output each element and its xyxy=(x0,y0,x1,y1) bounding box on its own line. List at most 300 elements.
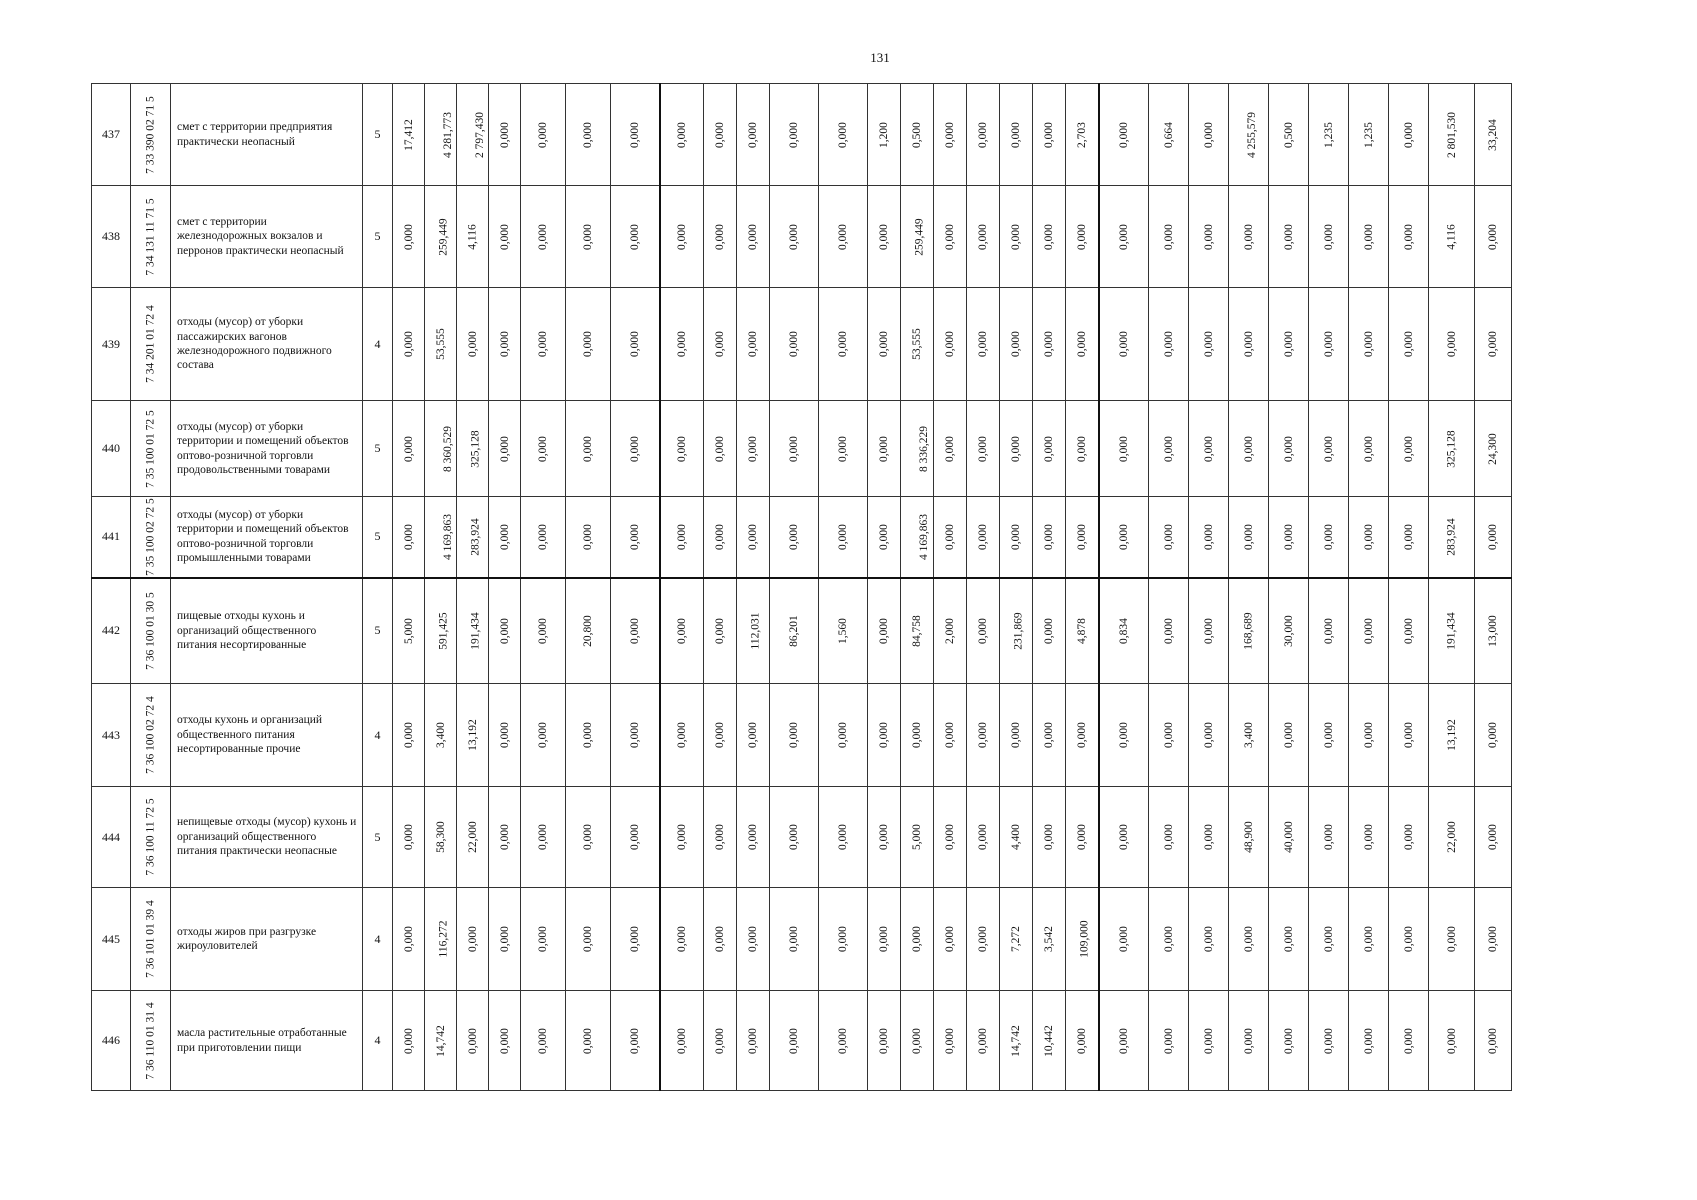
row-number: 439 xyxy=(92,288,131,401)
value-cell: 33,204 xyxy=(1487,118,1499,151)
value-cell: 0,000 xyxy=(1202,617,1215,644)
value-cell: 0,000 xyxy=(788,435,800,462)
waste-register-table xyxy=(91,83,1602,1091)
value-cell: 325,128 xyxy=(1445,429,1458,468)
value-cell: 0,000 xyxy=(1162,926,1175,952)
value-cell: 4,116 xyxy=(466,223,479,250)
value-cell: 0,000 xyxy=(402,435,415,462)
value-cell: 14,742 xyxy=(1010,1024,1022,1057)
value-cell: 0,000 xyxy=(1362,523,1375,550)
row-number: 441 xyxy=(92,497,131,578)
table-row xyxy=(92,401,1602,497)
waste-name: отходы (мусор) от уборки пассажирских вагонов железнодорожного подвижного состава xyxy=(171,288,363,401)
value-cell: 4,116 xyxy=(1445,223,1458,250)
value-cell: 0,000 xyxy=(714,722,726,748)
row-number: 444 xyxy=(92,787,131,888)
value-cell: 0,000 xyxy=(1010,121,1022,148)
value-cell: 0,000 xyxy=(944,223,956,250)
value-cell: 0,000 xyxy=(911,722,923,748)
value-cell: 0,000 xyxy=(911,1027,923,1054)
value-cell: 0,000 xyxy=(977,523,989,550)
value-cell: 0,000 xyxy=(466,1027,479,1054)
value-cell: 1,560 xyxy=(837,617,849,644)
value-cell: 0,000 xyxy=(1043,523,1055,550)
value-cell: 0,000 xyxy=(747,1027,759,1054)
value-cell: 0,000 xyxy=(1487,1027,1499,1054)
value-cell: 0,000 xyxy=(1282,722,1295,748)
value-cell: 0,000 xyxy=(582,722,594,748)
value-cell: 0,000 xyxy=(1487,223,1499,250)
value-cell: 116,272 xyxy=(437,920,450,958)
hazard-class: 5 xyxy=(363,401,393,497)
value-cell: 0,000 xyxy=(714,435,726,462)
value-cell: 0,000 xyxy=(977,435,989,462)
value-cell: 0,000 xyxy=(1487,331,1499,357)
value-cell: 0,000 xyxy=(1117,1027,1130,1054)
value-cell: 0,000 xyxy=(582,824,594,850)
value-cell: 4 169,863 xyxy=(918,513,930,560)
value-cell: 0,000 xyxy=(628,121,641,148)
value-cell: 0,000 xyxy=(1202,1027,1215,1054)
value-cell: 0,000 xyxy=(977,722,989,748)
value-cell: 0,000 xyxy=(878,331,890,357)
value-cell: 0,000 xyxy=(1075,824,1088,850)
value-cell: 4,878 xyxy=(1075,617,1088,644)
value-cell: 20,800 xyxy=(582,614,594,647)
value-cell: 0,000 xyxy=(628,617,641,644)
value-cell: 0,000 xyxy=(1362,617,1375,644)
value-cell: 0,000 xyxy=(537,617,549,644)
hazard-class: 4 xyxy=(363,888,393,991)
value-cell: 0,000 xyxy=(1075,435,1088,462)
value-cell: 0,000 xyxy=(714,331,726,357)
value-cell: 0,000 xyxy=(944,926,956,952)
hazard-class: 5 xyxy=(363,84,393,186)
value-cell: 0,000 xyxy=(1402,722,1415,748)
value-cell: 53,555 xyxy=(911,328,923,360)
value-cell: 30,000 xyxy=(1282,614,1295,647)
value-cell: 0,664 xyxy=(1162,121,1175,148)
table-row xyxy=(92,684,1602,787)
value-cell: 0,000 xyxy=(675,824,688,850)
value-cell: 0,000 xyxy=(1487,824,1499,850)
hazard-class: 4 xyxy=(363,288,393,401)
value-cell: 0,000 xyxy=(582,331,594,357)
value-cell: 2 801,530 xyxy=(1446,111,1458,158)
value-cell: 0,000 xyxy=(1362,223,1375,250)
value-cell: 0,000 xyxy=(788,331,800,357)
value-cell: 0,000 xyxy=(837,722,849,748)
value-cell: 0,000 xyxy=(1322,1027,1335,1054)
value-cell: 0,000 xyxy=(747,121,759,148)
value-cell: 0,000 xyxy=(628,223,641,250)
value-cell: 0,000 xyxy=(1043,824,1055,850)
table-row xyxy=(92,578,1602,684)
value-cell: 0,000 xyxy=(878,824,890,850)
value-cell: 0,000 xyxy=(1117,121,1130,148)
value-cell: 0,000 xyxy=(1162,435,1175,462)
value-cell: 0,000 xyxy=(747,926,759,952)
value-cell: 0,000 xyxy=(1322,617,1335,644)
value-cell: 0,000 xyxy=(498,617,511,644)
value-cell: 0,000 xyxy=(402,223,415,250)
value-cell: 0,000 xyxy=(498,926,511,952)
value-cell: 0,000 xyxy=(628,1027,641,1054)
value-cell: 0,000 xyxy=(1010,331,1022,357)
value-cell: 0,000 xyxy=(1202,331,1215,357)
value-cell: 0,000 xyxy=(1202,223,1215,250)
value-cell: 0,000 xyxy=(582,523,594,550)
value-cell: 0,000 xyxy=(714,617,726,644)
value-cell: 0,000 xyxy=(1445,926,1458,952)
value-cell: 109,000 xyxy=(1078,920,1091,958)
value-cell: 0,000 xyxy=(837,121,849,148)
value-cell: 0,000 xyxy=(537,121,549,148)
value-cell: 8 360,529 xyxy=(442,425,454,472)
value-cell: 0,000 xyxy=(498,223,511,250)
value-cell: 2 797,430 xyxy=(474,111,486,158)
value-cell: 0,000 xyxy=(1242,331,1255,357)
waste-code: 7 36 110 01 31 4 xyxy=(143,1001,156,1080)
value-cell: 0,000 xyxy=(1362,1027,1375,1054)
value-cell: 0,000 xyxy=(1202,121,1215,148)
hazard-class: 4 xyxy=(363,991,393,1091)
value-cell: 22,000 xyxy=(1445,821,1458,853)
value-cell: 0,000 xyxy=(1043,223,1055,250)
value-cell: 0,000 xyxy=(402,331,415,357)
value-cell: 0,000 xyxy=(944,331,956,357)
value-cell: 0,000 xyxy=(977,1027,989,1054)
value-cell: 0,000 xyxy=(714,121,726,148)
value-cell: 0,000 xyxy=(837,523,849,550)
value-cell: 0,000 xyxy=(1162,617,1175,644)
value-cell: 0,000 xyxy=(878,1027,890,1054)
value-cell: 0,000 xyxy=(1282,1027,1295,1054)
value-cell: 0,000 xyxy=(537,722,549,748)
value-cell: 0,000 xyxy=(1402,617,1415,644)
value-cell: 0,000 xyxy=(1362,824,1375,850)
value-cell: 48,900 xyxy=(1242,821,1255,853)
value-cell: 0,000 xyxy=(466,331,479,357)
value-cell: 0,000 xyxy=(537,824,549,850)
table-row xyxy=(92,186,1602,288)
value-cell: 0,000 xyxy=(1242,523,1255,550)
value-cell: 0,000 xyxy=(714,1027,726,1054)
value-cell: 0,000 xyxy=(1282,331,1295,357)
hazard-class: 5 xyxy=(363,787,393,888)
value-cell: 0,000 xyxy=(1322,722,1335,748)
value-cell: 22,000 xyxy=(466,821,479,853)
table-row xyxy=(92,787,1602,888)
value-cell: 0,000 xyxy=(788,1027,800,1054)
value-cell: 0,000 xyxy=(747,223,759,250)
value-cell: 0,000 xyxy=(944,121,956,148)
value-cell: 0,000 xyxy=(1117,223,1130,250)
value-cell: 0,000 xyxy=(582,121,594,148)
waste-name: непищевые отходы (мусор) кухонь и организаций общественного питания практически неопасные xyxy=(171,787,363,888)
value-cell: 84,758 xyxy=(911,614,923,647)
value-cell: 0,000 xyxy=(878,435,890,462)
value-cell: 0,000 xyxy=(1010,223,1022,250)
value-cell: 0,000 xyxy=(675,722,688,748)
value-cell: 0,000 xyxy=(714,223,726,250)
value-cell: 0,000 xyxy=(537,523,549,550)
value-cell: 0,000 xyxy=(537,435,549,462)
value-cell: 0,000 xyxy=(1117,523,1130,550)
value-cell: 0,000 xyxy=(675,331,688,357)
hazard-class: 5 xyxy=(363,497,393,578)
value-cell: 3,542 xyxy=(1043,926,1055,952)
value-cell: 0,000 xyxy=(582,926,594,952)
value-cell: 0,000 xyxy=(944,435,956,462)
value-cell: 283,924 xyxy=(469,518,482,556)
value-cell: 0,000 xyxy=(1282,435,1295,462)
value-cell: 0,000 xyxy=(1043,617,1055,644)
value-cell: 0,000 xyxy=(1162,523,1175,550)
value-cell: 591,425 xyxy=(437,612,450,650)
value-cell: 0,500 xyxy=(1282,121,1295,148)
value-cell: 7,272 xyxy=(1010,926,1022,952)
waste-code: 7 36 101 01 39 4 xyxy=(143,900,156,978)
value-cell: 0,000 xyxy=(788,926,800,952)
row-number: 437 xyxy=(92,84,131,186)
value-cell: 0,000 xyxy=(582,1027,594,1054)
value-cell: 0,000 xyxy=(944,1027,956,1054)
value-cell: 24,300 xyxy=(1487,432,1499,465)
value-cell: 0,000 xyxy=(1282,223,1295,250)
value-cell: 0,000 xyxy=(1322,223,1335,250)
value-cell: 0,000 xyxy=(977,331,989,357)
value-cell: 0,000 xyxy=(1075,331,1088,357)
hazard-class: 5 xyxy=(363,186,393,288)
value-cell: 17,412 xyxy=(402,118,415,151)
value-cell: 4,400 xyxy=(1010,824,1022,850)
value-cell: 0,000 xyxy=(788,121,800,148)
value-cell: 0,000 xyxy=(1402,926,1415,952)
value-cell: 3,400 xyxy=(1242,722,1255,748)
value-cell: 0,000 xyxy=(977,223,989,250)
value-cell: 0,000 xyxy=(1322,523,1335,550)
value-cell: 0,000 xyxy=(878,722,890,748)
waste-code: 7 34 201 01 72 4 xyxy=(143,305,156,383)
value-cell: 0,000 xyxy=(1202,926,1215,952)
waste-code: 7 36 100 11 72 5 xyxy=(143,798,156,876)
value-cell: 0,000 xyxy=(1202,523,1215,550)
table-row xyxy=(92,888,1602,991)
value-cell: 0,000 xyxy=(498,435,511,462)
value-cell: 0,000 xyxy=(628,435,641,462)
row-number: 442 xyxy=(92,578,131,684)
value-cell: 0,000 xyxy=(1362,926,1375,952)
value-cell: 0,000 xyxy=(1162,1027,1175,1054)
waste-code: 7 34 131 11 71 5 xyxy=(143,197,156,276)
value-cell: 8 336,229 xyxy=(918,425,930,472)
value-cell: 0,000 xyxy=(977,824,989,850)
waste-name: отходы (мусор) от уборки территории и помещений объектов оптово-розничной торговли промышленными товарами xyxy=(171,497,363,578)
value-cell: 5,000 xyxy=(402,617,415,644)
value-cell: 0,000 xyxy=(878,617,890,644)
value-cell: 0,000 xyxy=(498,824,511,850)
hazard-class: 4 xyxy=(363,684,393,787)
value-cell: 0,000 xyxy=(1117,722,1130,748)
value-cell: 0,000 xyxy=(944,523,956,550)
value-cell: 0,000 xyxy=(498,121,511,148)
value-cell: 1,200 xyxy=(878,121,890,148)
value-cell: 0,000 xyxy=(402,1027,415,1054)
value-cell: 0,000 xyxy=(977,926,989,952)
value-cell: 86,201 xyxy=(788,614,800,647)
value-cell: 0,000 xyxy=(628,926,641,952)
waste-name: пищевые отходы кухонь и организаций общественного питания несортированные xyxy=(171,578,363,684)
value-cell: 0,834 xyxy=(1117,617,1130,644)
page-number: 131 xyxy=(870,50,890,65)
value-cell: 231,869 xyxy=(1012,612,1025,650)
value-cell: 0,000 xyxy=(1362,722,1375,748)
value-cell: 0,000 xyxy=(1402,824,1415,850)
value-cell: 0,000 xyxy=(837,435,849,462)
value-cell: 0,000 xyxy=(1242,223,1255,250)
value-cell: 0,000 xyxy=(878,926,890,952)
value-cell: 0,000 xyxy=(788,223,800,250)
value-cell: 0,000 xyxy=(911,926,923,952)
value-cell: 0,000 xyxy=(1242,435,1255,462)
value-cell: 0,000 xyxy=(1445,1027,1458,1054)
value-cell: 4 169,863 xyxy=(442,513,454,560)
value-cell: 0,000 xyxy=(837,331,849,357)
value-cell: 0,000 xyxy=(1043,722,1055,748)
value-cell: 0,000 xyxy=(837,926,849,952)
value-cell: 0,000 xyxy=(944,824,956,850)
value-cell: 0,000 xyxy=(1487,722,1499,748)
value-cell: 0,000 xyxy=(1282,926,1295,952)
value-cell: 0,000 xyxy=(1445,331,1458,357)
waste-name: смет с территории предприятия практически неопасный xyxy=(171,84,363,186)
row-number: 438 xyxy=(92,186,131,288)
value-cell: 0,000 xyxy=(498,1027,511,1054)
value-cell: 168,689 xyxy=(1242,612,1255,650)
value-cell: 0,000 xyxy=(1043,121,1055,148)
value-cell: 1,235 xyxy=(1322,121,1335,148)
value-cell: 0,000 xyxy=(1010,435,1022,462)
value-cell: 0,000 xyxy=(747,523,759,550)
value-cell: 0,000 xyxy=(1162,331,1175,357)
value-cell: 0,000 xyxy=(1010,722,1022,748)
value-cell: 0,000 xyxy=(1043,331,1055,357)
value-cell: 5,000 xyxy=(911,824,923,850)
value-cell: 259,449 xyxy=(913,217,926,256)
row-number: 445 xyxy=(92,888,131,991)
value-cell: 0,000 xyxy=(1075,223,1088,250)
value-cell: 0,000 xyxy=(1487,523,1499,550)
value-cell: 0,000 xyxy=(1117,824,1130,850)
value-cell: 58,300 xyxy=(434,821,447,853)
value-cell: 0,000 xyxy=(498,331,511,357)
value-cell: 0,000 xyxy=(1075,1027,1088,1054)
value-cell: 0,000 xyxy=(747,435,759,462)
value-cell: 0,000 xyxy=(1202,824,1215,850)
value-cell: 0,000 xyxy=(1402,121,1415,148)
value-cell: 112,031 xyxy=(749,612,762,650)
value-cell: 0,000 xyxy=(1010,523,1022,550)
value-cell: 0,000 xyxy=(675,121,688,148)
value-cell: 0,000 xyxy=(788,722,800,748)
value-cell: 0,000 xyxy=(466,926,479,952)
value-cell: 325,128 xyxy=(469,429,482,468)
value-cell: 53,555 xyxy=(434,328,447,360)
value-cell: 0,000 xyxy=(878,223,890,250)
value-cell: 0,000 xyxy=(1242,1027,1255,1054)
value-cell: 0,000 xyxy=(498,722,511,748)
value-cell: 0,000 xyxy=(1282,523,1295,550)
value-cell: 0,000 xyxy=(582,223,594,250)
value-cell: 4 281,773 xyxy=(442,111,454,158)
value-cell: 0,000 xyxy=(1075,722,1088,748)
value-cell: 0,000 xyxy=(788,523,800,550)
value-cell: 0,000 xyxy=(1202,435,1215,462)
value-cell: 0,000 xyxy=(537,331,549,357)
value-cell: 0,000 xyxy=(1362,331,1375,357)
hazard-class: 5 xyxy=(363,578,393,684)
value-cell: 0,000 xyxy=(675,223,688,250)
value-cell: 0,000 xyxy=(1487,926,1499,952)
value-cell: 0,000 xyxy=(837,223,849,250)
value-cell: 13,000 xyxy=(1487,614,1499,647)
value-cell: 40,000 xyxy=(1282,821,1295,853)
value-cell: 4 255,579 xyxy=(1246,111,1258,158)
waste-code: 7 33 390 02 71 5 xyxy=(143,95,156,174)
value-cell: 0,000 xyxy=(1402,435,1415,462)
value-cell: 0,000 xyxy=(714,824,726,850)
row-number: 446 xyxy=(92,991,131,1091)
value-cell: 0,000 xyxy=(747,722,759,748)
value-cell: 0,000 xyxy=(837,1027,849,1054)
table-row xyxy=(92,991,1602,1091)
table-row xyxy=(92,84,1602,186)
waste-code: 7 36 100 02 72 4 xyxy=(143,696,156,774)
value-cell: 0,000 xyxy=(1162,824,1175,850)
waste-name: смет с территории железнодорожных вокзалов и перронов практически неопасный xyxy=(171,186,363,288)
value-cell: 0,000 xyxy=(1322,926,1335,952)
value-cell: 0,000 xyxy=(628,722,641,748)
value-cell: 0,000 xyxy=(977,617,989,644)
value-cell: 0,000 xyxy=(675,523,688,550)
value-cell: 0,000 xyxy=(675,435,688,462)
waste-name: отходы (мусор) от уборки территории и помещений объектов оптово-розничной торговли продовольственными товарами xyxy=(171,401,363,497)
value-cell: 0,000 xyxy=(675,617,688,644)
waste-name: отходы жиров при разгрузке жироуловителей xyxy=(171,888,363,991)
value-cell: 0,000 xyxy=(837,824,849,850)
value-cell: 0,000 xyxy=(1322,331,1335,357)
value-cell: 191,434 xyxy=(1445,612,1458,650)
value-cell: 0,000 xyxy=(1117,435,1130,462)
value-cell: 1,235 xyxy=(1362,121,1375,148)
value-cell: 0,000 xyxy=(714,926,726,952)
value-cell: 0,000 xyxy=(1402,331,1415,357)
value-cell: 13,192 xyxy=(1445,719,1458,751)
value-cell: 0,000 xyxy=(878,523,890,550)
value-cell: 0,000 xyxy=(675,1027,688,1054)
value-cell: 0,000 xyxy=(788,824,800,850)
value-cell: 10,442 xyxy=(1043,1024,1055,1057)
value-cell: 0,000 xyxy=(1162,223,1175,250)
value-cell: 259,449 xyxy=(437,217,450,256)
value-cell: 191,434 xyxy=(469,612,482,650)
value-cell: 0,500 xyxy=(911,121,923,148)
value-cell: 0,000 xyxy=(1043,435,1055,462)
value-cell: 3,400 xyxy=(434,722,447,748)
value-cell: 14,742 xyxy=(434,1024,447,1057)
value-cell: 0,000 xyxy=(1162,722,1175,748)
